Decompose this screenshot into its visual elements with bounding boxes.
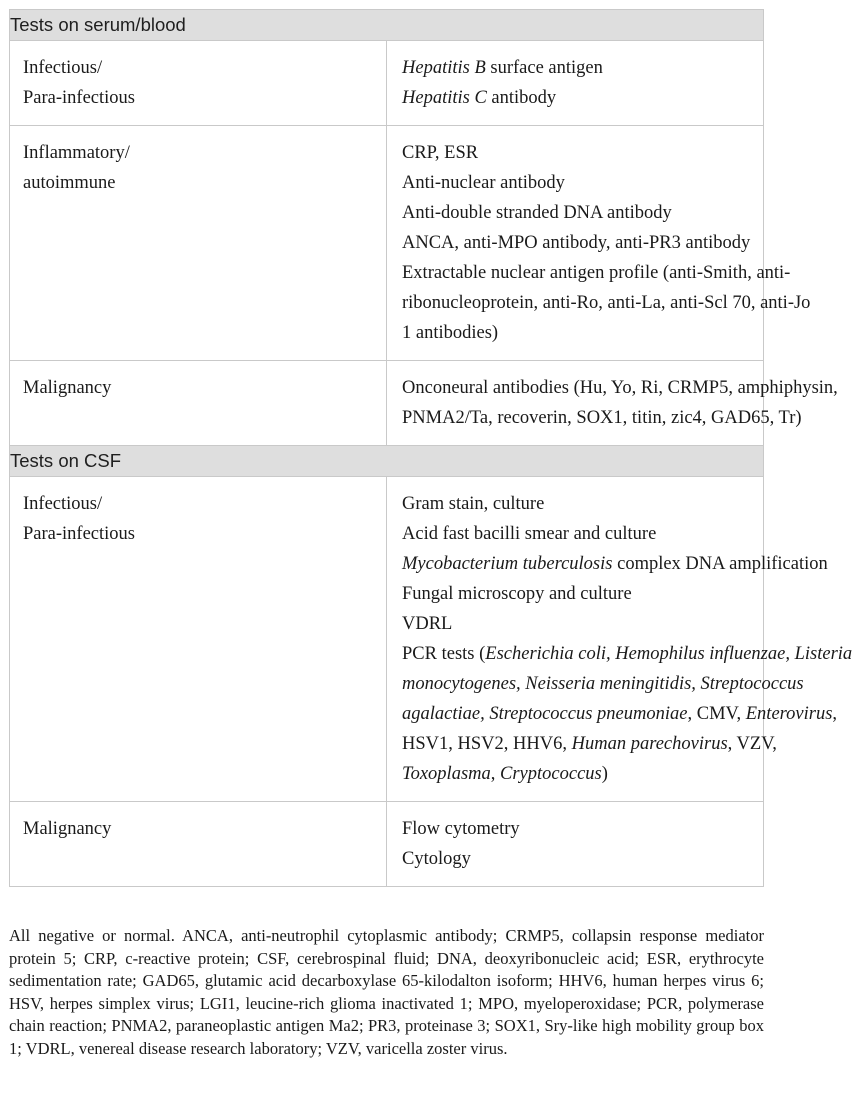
table-row: [10, 126, 764, 361]
text: Anti-nuclear antibody: [402, 173, 565, 193]
text: Onconeural antibodies (Hu, Yo, Ri, CRMP5, amphiphysin,: [402, 378, 838, 398]
test-line: [402, 198, 753, 228]
text: ): [601, 764, 608, 784]
category-cell: [10, 477, 387, 802]
text: HSV1, HSV2, HHV6,: [402, 734, 572, 754]
test-line: [402, 318, 753, 348]
test-line: [402, 759, 753, 789]
table-footnote: All negative or normal. ANCA, anti-neutrophil cytoplasmic antibody; CRMP5, collapsin response mediator protein 5; CRP, c-reactive protein; CSF, cerebrospinal fluid; DNA, deoxyribonucleic acid; ESR, erythrocyte sedimentation rate; GAD65, glutamic acid decarboxylase 65-kilodalton isoform; HHV6, human herpes virus 6; HSV, herpes simplex virus; LGI1, leucine-rich glioma inactivated 1; MPO, myeloperoxidase; PCR, polymerase chain reaction; PNMA2, paraneoplastic antigen Ma2; PR3, proteinase 3; SOX1, Sry-like high mobility group box 1; VDRL, venereal disease research laboratory; VZV, varicella zoster virus.: [9, 926, 764, 1058]
text: ANCA, anti-MPO antibody, anti-PR3 antibody: [402, 233, 751, 253]
tests-cell: [387, 126, 811, 361]
italic-text: Cryptococcus: [500, 764, 602, 784]
italic-text: Toxoplasma: [402, 764, 491, 784]
text: , CMV,: [687, 704, 746, 724]
text: Anti-double stranded DNA antibody: [402, 203, 672, 223]
category-label: autoimmune: [23, 173, 116, 193]
text: antibody: [486, 88, 557, 108]
test-line: [402, 403, 802, 433]
text: Extractable nuclear antigen profile (anti-Smith, anti-: [402, 263, 791, 283]
test-line: [402, 609, 753, 639]
italic-text: Hepatitis B: [402, 58, 486, 78]
category-label: Para-infectious: [23, 88, 135, 108]
category-cell: [10, 361, 387, 446]
test-line: [402, 138, 753, 168]
category-label: Para-infectious: [23, 524, 135, 544]
section-title: Tests on serum/blood: [10, 10, 764, 41]
table-row: [10, 477, 764, 802]
category-cell: [10, 802, 387, 887]
test-line: [402, 519, 753, 549]
test-line: [402, 228, 753, 258]
text: VDRL: [402, 614, 453, 634]
tests-cell: [387, 41, 764, 126]
category-cell: [10, 126, 387, 361]
test-line: [402, 288, 811, 318]
test-line: [402, 669, 804, 699]
text: PCR tests (: [402, 644, 486, 664]
tests-cell: [387, 477, 852, 802]
test-line: [402, 489, 753, 519]
test-line: [402, 579, 753, 609]
tests-table: [9, 9, 852, 887]
text: CRP, ESR: [402, 143, 479, 163]
italic-text: agalactiae, Streptococcus pneumoniae: [402, 704, 688, 724]
category-label: Malignancy: [23, 378, 112, 398]
text: ,: [832, 704, 838, 724]
italic-text: Human parechovirus: [571, 734, 728, 754]
test-line: [402, 729, 777, 759]
test-line: [402, 53, 753, 83]
tests-cell: [387, 802, 764, 887]
italic-text: Mycobacterium tuberculosis: [402, 554, 613, 574]
category-cell: [10, 41, 387, 126]
text: Fungal microscopy and culture: [402, 584, 632, 604]
italic-text: monocytogenes, Neisseria meningitidis, Streptococcus: [402, 674, 804, 694]
test-line: [402, 168, 753, 198]
test-line: [402, 83, 753, 113]
italic-text: Enterovirus: [745, 704, 833, 724]
tests-cell: [387, 361, 838, 446]
text: Acid fast bacilli smear and culture: [402, 524, 657, 544]
italic-text: Hepatitis C: [402, 88, 487, 108]
text: PNMA2/Ta, recoverin, SOX1, titin, zic4, GAD65, Tr): [402, 408, 802, 428]
text: Gram stain, culture: [402, 494, 545, 514]
section-header: [10, 10, 764, 41]
italic-text: Escherichia coli, Hemophilus influenzae, Listeria: [485, 644, 852, 664]
test-line: [402, 549, 828, 579]
text: 1 antibodies): [402, 323, 499, 343]
text: complex DNA amplification: [612, 554, 828, 574]
table-row: [10, 361, 764, 446]
section-header: [10, 446, 764, 477]
text: ribonucleoprotein, anti-Ro, anti-La, anti-Scl 70, anti-Jo: [402, 293, 811, 313]
table-row: [10, 41, 764, 126]
section-title: Tests on CSF: [10, 446, 764, 477]
test-line: [402, 258, 791, 288]
text: Flow cytometry: [402, 819, 520, 839]
text: Cytology: [402, 849, 471, 869]
category-label: Inflammatory/: [23, 143, 130, 163]
test-line: [402, 844, 753, 874]
test-line: [402, 373, 838, 403]
test-line: [402, 699, 838, 729]
test-line: [402, 814, 753, 844]
text: , VZV,: [727, 734, 777, 754]
text: ,: [490, 764, 501, 784]
text: surface antigen: [485, 58, 603, 78]
category-label: Infectious/: [23, 58, 103, 78]
category-label: Infectious/: [23, 494, 103, 514]
table-row: [10, 802, 764, 887]
category-label: Malignancy: [23, 819, 112, 839]
test-line: [402, 639, 852, 669]
tests-table-body: [10, 10, 852, 887]
